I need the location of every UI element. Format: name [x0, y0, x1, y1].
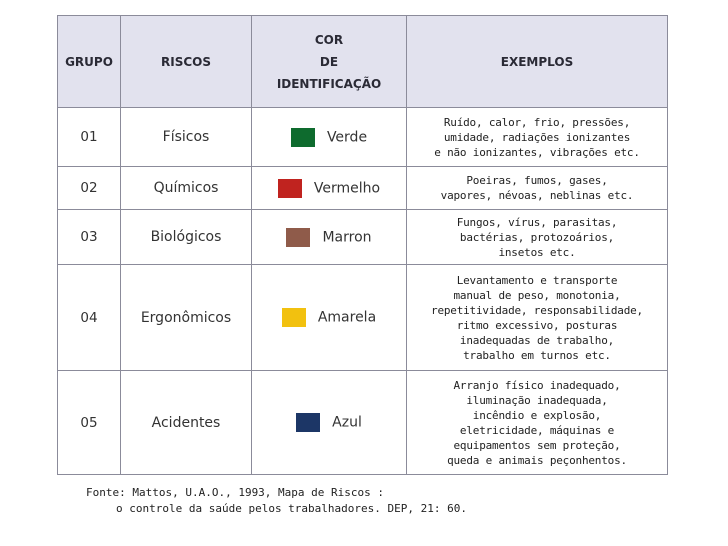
exemplo-line: trabalho em turnos etc.	[463, 348, 611, 362]
exemplo-line: incêndio e explosão,	[472, 408, 602, 422]
grupo-cell: 05	[58, 371, 121, 475]
exemplo-line: bactérias, protozoários,	[459, 230, 615, 244]
exemplos-cell	[407, 210, 668, 265]
source-line-2: o controle da saúde pelos trabalhadores. DEP, 21: 60.	[116, 502, 467, 515]
header-cor-line3: IDENTIFICAÇÃO	[276, 76, 382, 91]
header-riscos: RISCOS	[121, 16, 252, 108]
exemplos-cell	[407, 265, 668, 371]
risco-cell: Químicos	[121, 167, 252, 210]
cor-cell	[252, 167, 407, 210]
header-row	[58, 16, 668, 108]
grupo-cell: 03	[58, 210, 121, 265]
source-line-1: Fonte: Mattos, U.A.O., 1993, Mapa de Riscos :	[86, 486, 385, 499]
grupo-cell: 01	[58, 108, 121, 167]
cor-label: Vermelho	[313, 180, 381, 196]
risco-cell: Acidentes	[121, 371, 252, 475]
exemplo-line: repetitividade, responsabilidade,	[431, 303, 643, 317]
cor-label: Marron	[322, 229, 372, 245]
exemplos-cell	[407, 108, 668, 167]
exemplo-line: queda e animais peçonhentos.	[447, 453, 627, 467]
grupo-cell: 04	[58, 265, 121, 371]
exemplo-line: iluminação inadequada,	[466, 393, 608, 407]
exemplo-line: e não ionizantes, vibrações etc.	[434, 145, 640, 159]
exemplo-line: Ruído, calor, frio, pressões,	[443, 115, 631, 129]
cor-label: Azul	[332, 414, 362, 431]
exemplo-line: eletricidade, máquinas e	[459, 423, 615, 437]
cor-label: Verde	[326, 129, 368, 145]
header-cor-line2: DE	[319, 54, 339, 69]
exemplo-line: manual de peso, monotonia,	[453, 288, 621, 302]
color-swatch	[296, 413, 320, 432]
table-row	[58, 108, 668, 167]
exemplo-line: Arranjo físico inadequado,	[453, 378, 621, 392]
exemplo-line: Levantamento e transporte	[456, 273, 618, 287]
risco-cell: Físicos	[121, 108, 252, 167]
table-row	[58, 371, 668, 475]
exemplo-line: inadequadas de trabalho,	[459, 333, 615, 347]
exemplo-line: umidade, radiações ionizantes	[443, 130, 631, 144]
header-grupo: GRUPO	[58, 16, 121, 108]
exemplo-line: vapores, névoas, neblinas etc.	[440, 189, 634, 202]
table-row	[58, 210, 668, 265]
color-swatch	[286, 228, 310, 247]
exemplo-line: Poeiras, fumos, gases,	[466, 174, 608, 187]
exemplo-line: equipamentos sem proteção,	[453, 438, 621, 452]
table-row	[58, 167, 668, 210]
risk-map-table	[57, 15, 668, 475]
table-row	[58, 265, 668, 371]
risco-cell: Biológicos	[121, 210, 252, 265]
color-swatch	[282, 308, 306, 327]
cor-cell	[252, 371, 407, 475]
exemplos-cell	[407, 167, 668, 210]
header-exemplos: EXEMPLOS	[407, 16, 668, 108]
table-body	[58, 108, 668, 475]
color-swatch	[278, 179, 302, 198]
header-cor-line1: COR	[314, 32, 344, 47]
cor-label: Amarela	[317, 309, 377, 326]
cor-cell	[252, 265, 407, 371]
exemplo-line: Fungos, vírus, parasitas,	[456, 215, 618, 229]
exemplo-line: ritmo excessivo, posturas	[456, 318, 618, 332]
cor-cell	[252, 210, 407, 265]
cor-cell	[252, 108, 407, 167]
source-citation	[86, 485, 467, 517]
grupo-cell: 02	[58, 167, 121, 210]
color-swatch	[291, 128, 315, 147]
risco-cell: Ergonômicos	[121, 265, 252, 371]
exemplo-line: insetos etc.	[498, 245, 576, 259]
exemplos-cell	[407, 371, 668, 475]
header-cor	[252, 16, 407, 108]
